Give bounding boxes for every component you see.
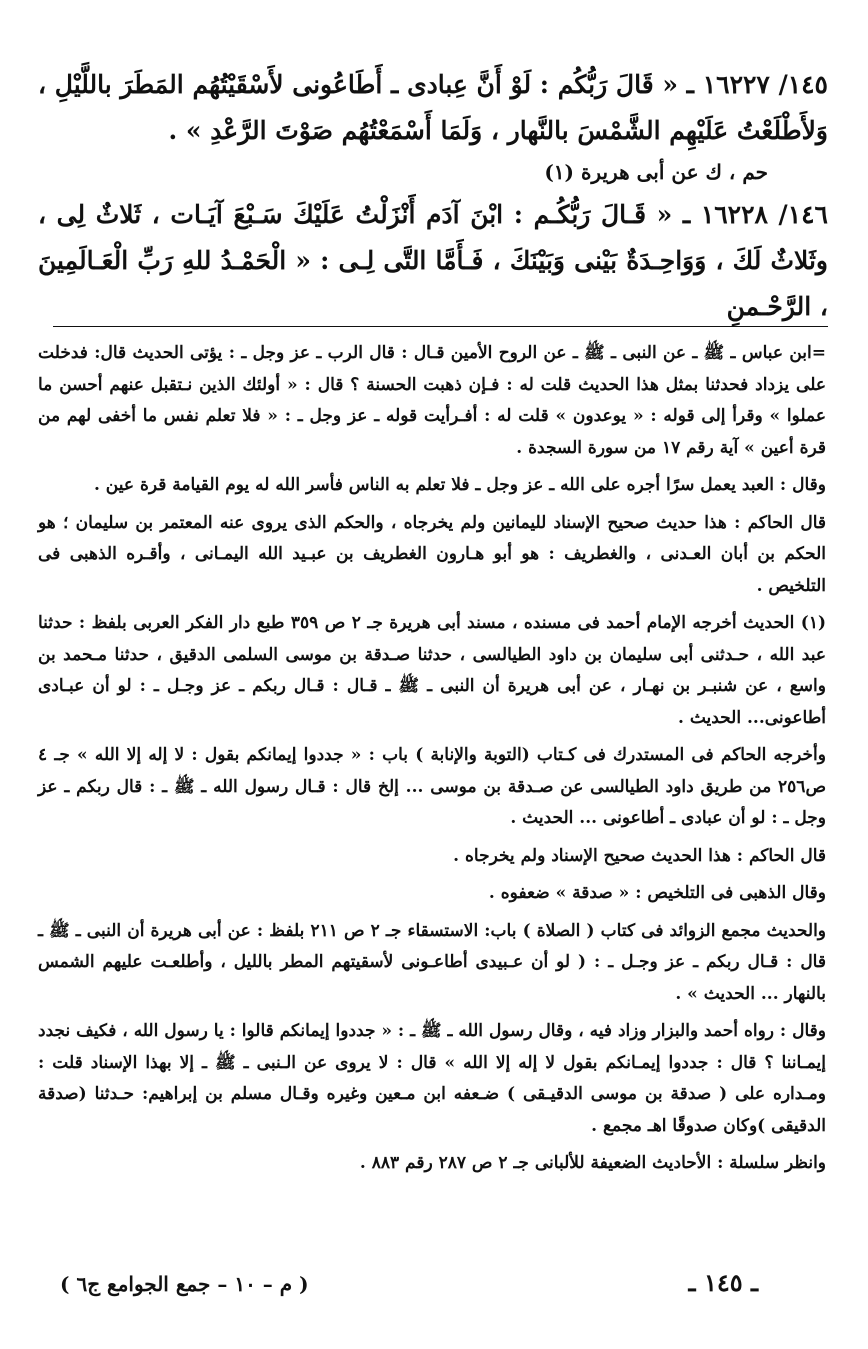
hadith-146: ١٤٦/ ١٦٢٢٨ ـ « قَـالَ رَبُّكُـم : ابْنَ آدَم أَنْزَلْتُ عَلَيْكَ سَـبْعَ آيَـات ، ثَلاثٌ لِى ، وثَلاثٌ لَكَ ، وَوَاحِـدَةٌ بَيْنى وَبَيْنَكَ ، فَـأَمَّا التَّى لِـى : « الْحَمْـدُ للهِ رَبِّ الْعَـالَمِينَ ، الرَّحْـمنِ (38, 200, 828, 321)
hadith-145: ١٤٥/ ١٦٢٢٧ ـ « قَالَ رَبُّكُم : لَوْ أَنَّ عِبادى ـ أَطَاعُونى لأَسْقَيْتُهُم المَطَرَ باللَّيْلِ ، وَلأَطْلَعْتُ عَلَيْهِم الشَّمْسَ بالنَّهار ، وَلَمَا أَسْمَعْتُهُم صَوْتَ الرَّعْدِ » . (38, 70, 828, 145)
footnote-separator (53, 326, 828, 327)
footnote-paragraph: وقال الذهبى فى التلخيص : « صدقة » ضعفوه . (488, 883, 826, 903)
footnote-1: (١) الحديث أخرجه الإمام أحمد فى مسنده ، مسند أبى هريرة جـ ٢ ص ٣٥٩ طبع دار الفكر العربى بلفظ : حدثنا عبد الله ، حـدثنى أبى سليمان بن داود الطيالسى ، حدثنا صـدقة بن موسى السلمى الدقيق ، حدثنا مـحمد بن واسع ، عن شنبـر بن نهـار ، عن أبى هريرة أن النبى ـ ﷺ ـ قـال : قـال ربكم ـ عز وجـل ـ : لو أن عبـادى أطاعونى... الحديث . (38, 613, 827, 728)
footnote-paragraph: وقال : العبد يعمل سرًا أجره على الله ـ عز وجل ـ فلا تعلم به الناس فأسر الله له يوم القيامة قرة عين . (93, 475, 826, 495)
footnote-paragraph: وأخرجه الحاكم فى المستدرك فى كـتاب (التوبة والإنابة ) باب : « جددوا إيمانكم بقول : لا إله إلا الله » جـ ٤ ص٢٥٦ من طريق داود الطيالسى عن صـدقة بن موسى ... إلخ قال : قـال رسول الله ـ ﷺ ـ : قال ربكم ـ عز وجل ـ : لو أن عبادى ـ أطاعونى ... الحديث . (38, 745, 826, 828)
footnote-paragraph: وانظر سلسلة : الأحاديث الضعيفة للألبانى جـ ٢ ص ٢٨٧ رقم ٨٨٣ . (359, 1153, 826, 1173)
footnote-paragraph: قال الحاكم : هذا حديث صحيح الإسناد لليمانين ولم يخرجاه ، والحكم الذى يروى عنه المعتمر بن سليمان ؛ هو الحكم بن أبان العـدنى ، والغطريف : هو أبو هـارون الغطريف بن عبـيد الله اليمـانى ، وأقـره الذهبى فى التلخيص . (38, 512, 826, 596)
hadith-145-source: حم ، ك عن أبى هريرة (١) (544, 160, 768, 184)
footnote-paragraph: قال الحاكم : هذا الحديث صحيح الإسناد ولم يخرجاه . (453, 845, 826, 866)
main-text (38, 62, 828, 330)
page-footer (60, 1268, 758, 1304)
footnote-continuation: =ابن عباس ـ ﷺ ـ عن النبى ـ ﷺ ـ عن الروح الأمين قـال : قال الرب ـ عز وجل ـ : يؤتى الحديث قال: فدخلت على يزداد فحدثنا بمثل هذا الحديث قلت له : فـإن ذهبت الحسنة ؟ قال : « أولئك الذين نـتقبل عنهم أحسن ما عملوا » وقرأ إلى قوله : « يوعدون » قلت له : أفـرأيت قوله ـ عز وجل ـ : « فلا تعلم نفس ما أخفى لهم من قرة أعين » آية رقم ١٧ من سورة السجدة . (38, 343, 826, 458)
footnote-paragraph: والحديث مجمع الزوائد فى كتاب ( الصلاة ) باب: الاستسقاء جـ ٢ ص ٢١١ بلفظ : عن أبى هريرة أن النبى ـ ﷺ ـ قال : قـال ربكم ـ عز وجـل ـ : ( لو أن عـبيدى أطاعـونى لأسقيتهم المطر بالليل ، وأطلعـت عليهم الشمس بالنهار ... الحديث » . (38, 920, 826, 1004)
footnote-paragraph: وقال : رواه أحمد والبزار وزاد فيه ، وقال رسول الله ـ ﷺ ـ : « جددوا إيمانكم قالوا : يا رسول الله ، فكيف نجدد إيمـاننا ؟ قال : جددوا إيمـانكم بقول لا إله إلا الله » قال : لا يروى عن الـنبى ـ ﷺ ـ إلا بهذا الإسناد قلت : ومـداره على ( صدقة بن موسى الدقيـقى ) ضـعفه ابن مـعين وغيره وقـال مسلم بن إبراهيم: حـدثنا (صدقة الدقيقى )وكان صدوقًا اهـ مجمع . (38, 1021, 826, 1136)
volume-label: ( م – ١٠ – جمع الجوامع ج٦ ) (60, 1272, 309, 1296)
page-number: ـ ١٤٥ ـ (688, 1268, 758, 1297)
footnotes (38, 338, 826, 1186)
